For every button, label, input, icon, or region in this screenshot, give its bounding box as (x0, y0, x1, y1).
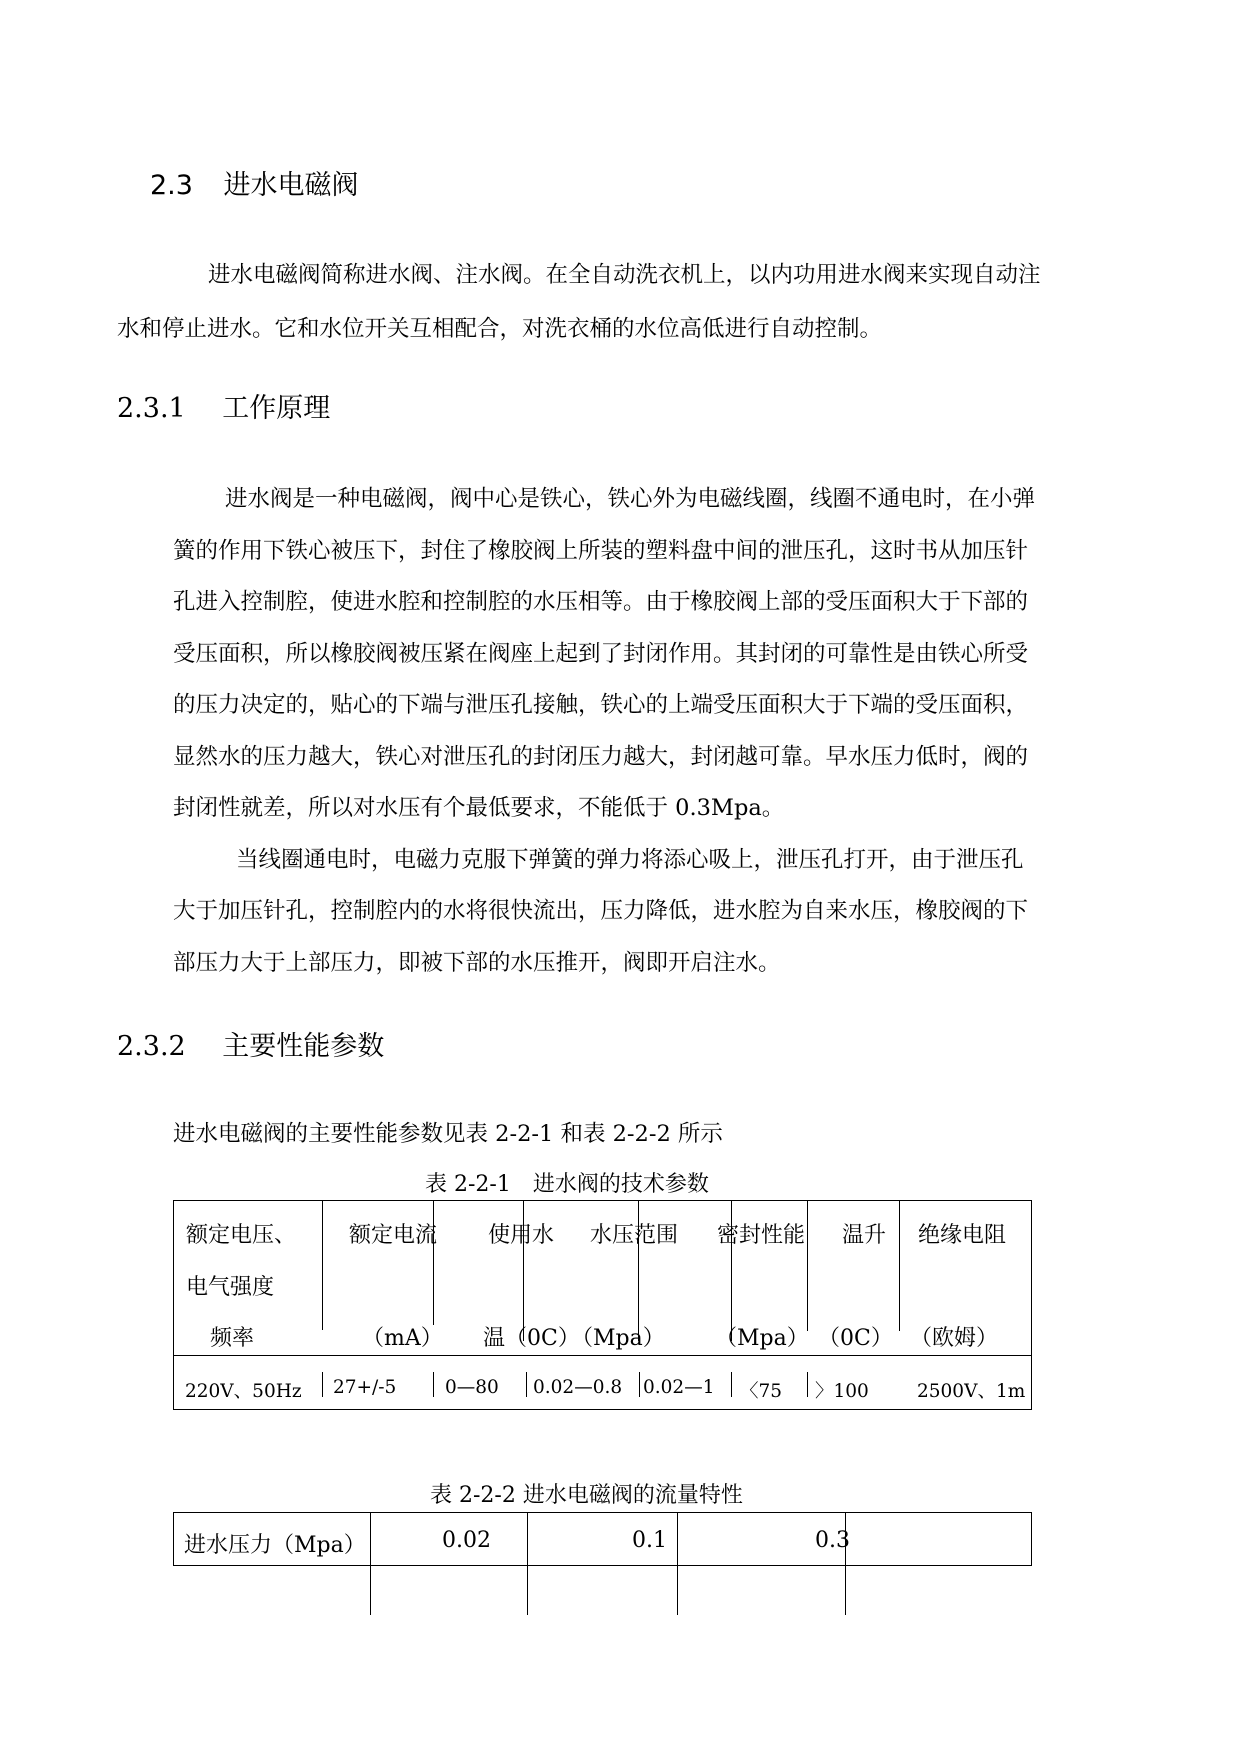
table2-label: 进水压力（Mpa） (184, 1533, 366, 1558)
principle-line: 受压面积，所以橡胶阀被压紧在阀座上起到了封闭作用。其封闭的可靠性是由铁心所受 (173, 640, 1029, 667)
table1-col-line (731, 1372, 732, 1397)
section-number: 2.3 (150, 170, 193, 201)
principle-line: 封闭性就差，所以对水压有个最低要求，不能低于 0.3Mpa。 (173, 795, 785, 821)
table1-header-current: （mA） (362, 1326, 443, 1351)
principle-line: 显然水的压力越大，铁心对泄压孔的封闭压力越大，封闭越可靠。早水压力低时，阀的 (173, 743, 1029, 770)
principle-line: 大于加压针孔，控制腔内的水将很快流出，压力降低，进水腔为自来水压，橡胶阀的下 (173, 898, 1029, 924)
table2-col-line (677, 1512, 678, 1615)
table1-cell: 〈75 (740, 1381, 783, 1402)
table1-row-divider (174, 1355, 1031, 1356)
table1-header-voltage: 额定电压、 (186, 1223, 297, 1248)
table1-col-line (322, 1372, 323, 1397)
principle-line: 部压力大于上部压力，即被下部的水压推开，阀即开启注水。 (173, 949, 781, 976)
principle-paragraph (173, 474, 1123, 989)
table1-cell: 0.02—0.8 (533, 1377, 623, 1398)
table1-cell: 220V、50Hz (185, 1381, 302, 1402)
table1-cell: 0—80 (445, 1377, 499, 1398)
subsection-title: 主要性能参数 (222, 1031, 385, 1062)
table2-value: 0.3 (815, 1528, 850, 1553)
table1-col-line (807, 1372, 808, 1397)
table2-col-line (527, 1512, 528, 1615)
table1-header-rise: （0C） (818, 1326, 893, 1351)
table1-header-seal: 密封性能 (717, 1223, 806, 1248)
section-heading (150, 163, 359, 202)
principle-line: 当线圈通电时，电磁力克服下弹簧的弹力将添心吸上，泄压孔打开，由于泄压孔 (236, 846, 1024, 873)
principle-line: 簧的作用下铁心被压下，封住了橡胶阀上所装的塑料盘中间的泄压孔，这时书从加压针 (173, 537, 1029, 564)
subsection-number: 2.3.1 (117, 393, 186, 424)
table1-header-pressure: （Mpa） (571, 1326, 665, 1351)
table1-cell: 2500V、1m (917, 1381, 1026, 1402)
table1-col-line (322, 1201, 323, 1330)
intro-line-2: 水和停止进水。它和水位开关互相配合，对洗衣桶的水位高低进行自动控制。 (117, 316, 883, 342)
table1-header-voltage: 频率 (210, 1326, 255, 1351)
table1-cell: 27+/-5 (333, 1377, 397, 1398)
table1-header-temp: 温（0C） (483, 1326, 580, 1351)
subsection-title: 工作原理 (222, 393, 331, 424)
table1-header-pressure: 水压范围 (590, 1223, 679, 1248)
table2-value: 0.1 (632, 1528, 667, 1553)
table1-col-line (807, 1201, 808, 1331)
table1-header-rise: 温升 (842, 1223, 887, 1248)
subsection-heading-2 (117, 1024, 384, 1063)
subsection-heading-1 (117, 386, 330, 425)
params-intro: 进水电磁阀的主要性能参数见表 2-2-1 和表 2-2-2 所示 (173, 1121, 723, 1147)
table1-cell: 0.02—1 (643, 1377, 715, 1398)
principle-line: 孔进入控制腔，使进水腔和控制腔的水压相等。由于橡胶阀上部的受压面积大于下部的 (173, 589, 1029, 615)
table1-caption: 表 2-2-1 进水阀的技术参数 (425, 1172, 709, 1197)
table1-col-line (433, 1372, 434, 1397)
table1-col-line (526, 1372, 527, 1397)
table1-header-current: 额定电流 (349, 1223, 438, 1248)
table2-value: 0.02 (442, 1528, 491, 1553)
table1-col-line (639, 1372, 640, 1397)
intro-line-1: 进水电磁阀简称进水阀、注水阀。在全自动洗衣机上，以内功用进水阀来实现自动注 (208, 262, 1041, 288)
table1-col-line (899, 1201, 900, 1331)
table1-header-temp: 使用水 (488, 1223, 555, 1248)
principle-line: 的压力决定的，贴心的下端与泄压孔接触，铁心的上端受压面积大于下端的受压面积， (173, 692, 1029, 718)
table1-header-seal: （Mpa） (715, 1326, 809, 1351)
table1-header-insulation: 绝缘电阻 (918, 1223, 1007, 1248)
section-title: 进水电磁阀 (223, 170, 359, 201)
principle-line: 进水阀是一种电磁阀，阀中心是铁心，铁心外为电磁线圈，线圈不通电时，在小弹 (225, 486, 1036, 512)
table1-header-insulation: （欧姆） (910, 1326, 999, 1351)
subsection-number: 2.3.2 (117, 1031, 186, 1062)
table1-header-voltage: 电气强度 (186, 1275, 275, 1300)
table1-cell: 〉100 (815, 1381, 869, 1402)
table2-caption: 表 2-2-2 进水电磁阀的流量特性 (430, 1483, 743, 1508)
table2-col-line (370, 1512, 371, 1615)
